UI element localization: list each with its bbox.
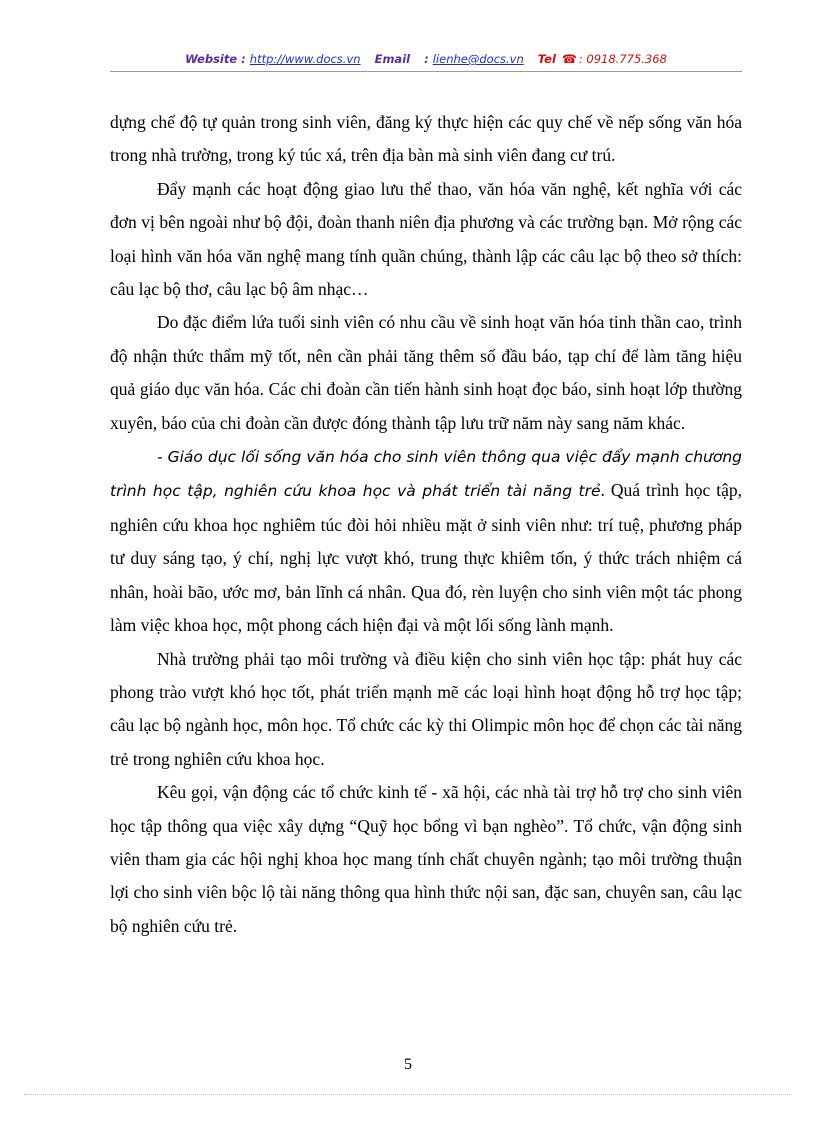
paragraph-4: [110, 440, 742, 642]
phone-number: : 0918.775.368: [578, 52, 667, 66]
paragraph-2: Đẩy mạnh các hoạt động giao lưu thể thao, văn hóa văn nghệ, kết nghĩa với các đơn vị bên ngoài như bộ đội, đoàn thanh niên địa phương và các trường bạn. Mở rộng các loại hình văn hóa văn nghệ mang tính quần chúng, thành lập các câu lạc bộ theo sở thích: câu lạc bộ thơ, câu lạc bộ âm nhạc…: [110, 178, 742, 300]
paragraph-6: Kêu gọi, vận động các tổ chức kinh tế - xã hội, các nhà tài trợ hỗ trợ cho sinh viên học tập thông qua việc xây dựng “Quỹ học bổng vì bạn nghèo”. Tổ chức, vận động sinh viên tham gia các hội nghị khoa học mang tính chất chuyên ngành; tạo môi trường thuận lợi cho sinh viên bộc lộ tài năng thông qua hình thức nội san, đặc san, chuyên san, câu lạc bộ nghiên cứu trẻ.: [110, 782, 742, 936]
website-link[interactable]: http://www.docs.vn: [249, 52, 361, 66]
paragraph-4-italic-heading: - Giáo dục lối sống văn hóa cho sinh viên thông qua việc đẩy mạnh chương trình học tập, nghiên cứu khoa học và phát triển tài năng trẻ: [110, 448, 742, 501]
website-label: Website :: [185, 52, 246, 66]
footer-divider: [24, 1094, 792, 1095]
phone-icon: ☎: [561, 52, 577, 66]
paragraph-4-body: . Quá trình học tập, nghiên cứu khoa học nghiêm túc đòi hỏi nhiều mặt ở sinh viên như: trí tuệ, phương pháp tư duy sáng tạo, ý chí, nghị lực vượt khó, trung thực khiêm tốn, ý thức trách nhiệm cá nhân, hoài bão, ước mơ, bản lĩnh cá nhân. Qua đó, rèn luyện cho sinh viên một tác phong làm việc khoa học, một phong cách hiện đại và một lối sống lành mạnh.: [110, 480, 742, 636]
email-label: Email: [374, 52, 411, 66]
page-number: 5: [404, 1056, 412, 1073]
tel-label: Tel: [537, 52, 556, 66]
page-header: [110, 49, 742, 72]
document-body: [110, 106, 742, 943]
paragraph-5: Nhà trường phải tạo môi trường và điều kiện cho sinh viên học tập: phát huy các phong trào vượt khó học tốt, phát triển mạnh mẽ các loại hình hoạt động hỗ trợ học tập; câu lạc bộ ngành học, môn học. Tổ chức các kỳ thi Olimpic môn học để chọn các tài năng trẻ trong nghiên cứu khoa học.: [110, 648, 742, 769]
email-colon: :: [424, 52, 429, 66]
paragraph-3: Do đặc điểm lứa tuổi sinh viên có nhu cầu về sinh hoạt văn hóa tinh thần cao, trình độ nhận thức thẩm mỹ tốt, nên cần phải tăng thêm số đầu báo, tạp chí để làm tăng hiệu quả giáo dục văn hóa. Các chi đoàn cần tiến hành sinh hoạt đọc báo, sinh hoạt lớp thường xuyên, báo của chi đoàn cần được đóng thành tập lưu trữ năm này sang năm khác.: [110, 312, 742, 433]
email-link[interactable]: lienhe@docs.vn: [432, 52, 524, 66]
paragraph-1: dựng chế độ tự quản trong sinh viên, đăng ký thực hiện các quy chế về nếp sống văn hóa trong nhà trường, trong ký túc xá, trên địa bàn mà sinh viên đang cư trú.: [110, 112, 742, 166]
